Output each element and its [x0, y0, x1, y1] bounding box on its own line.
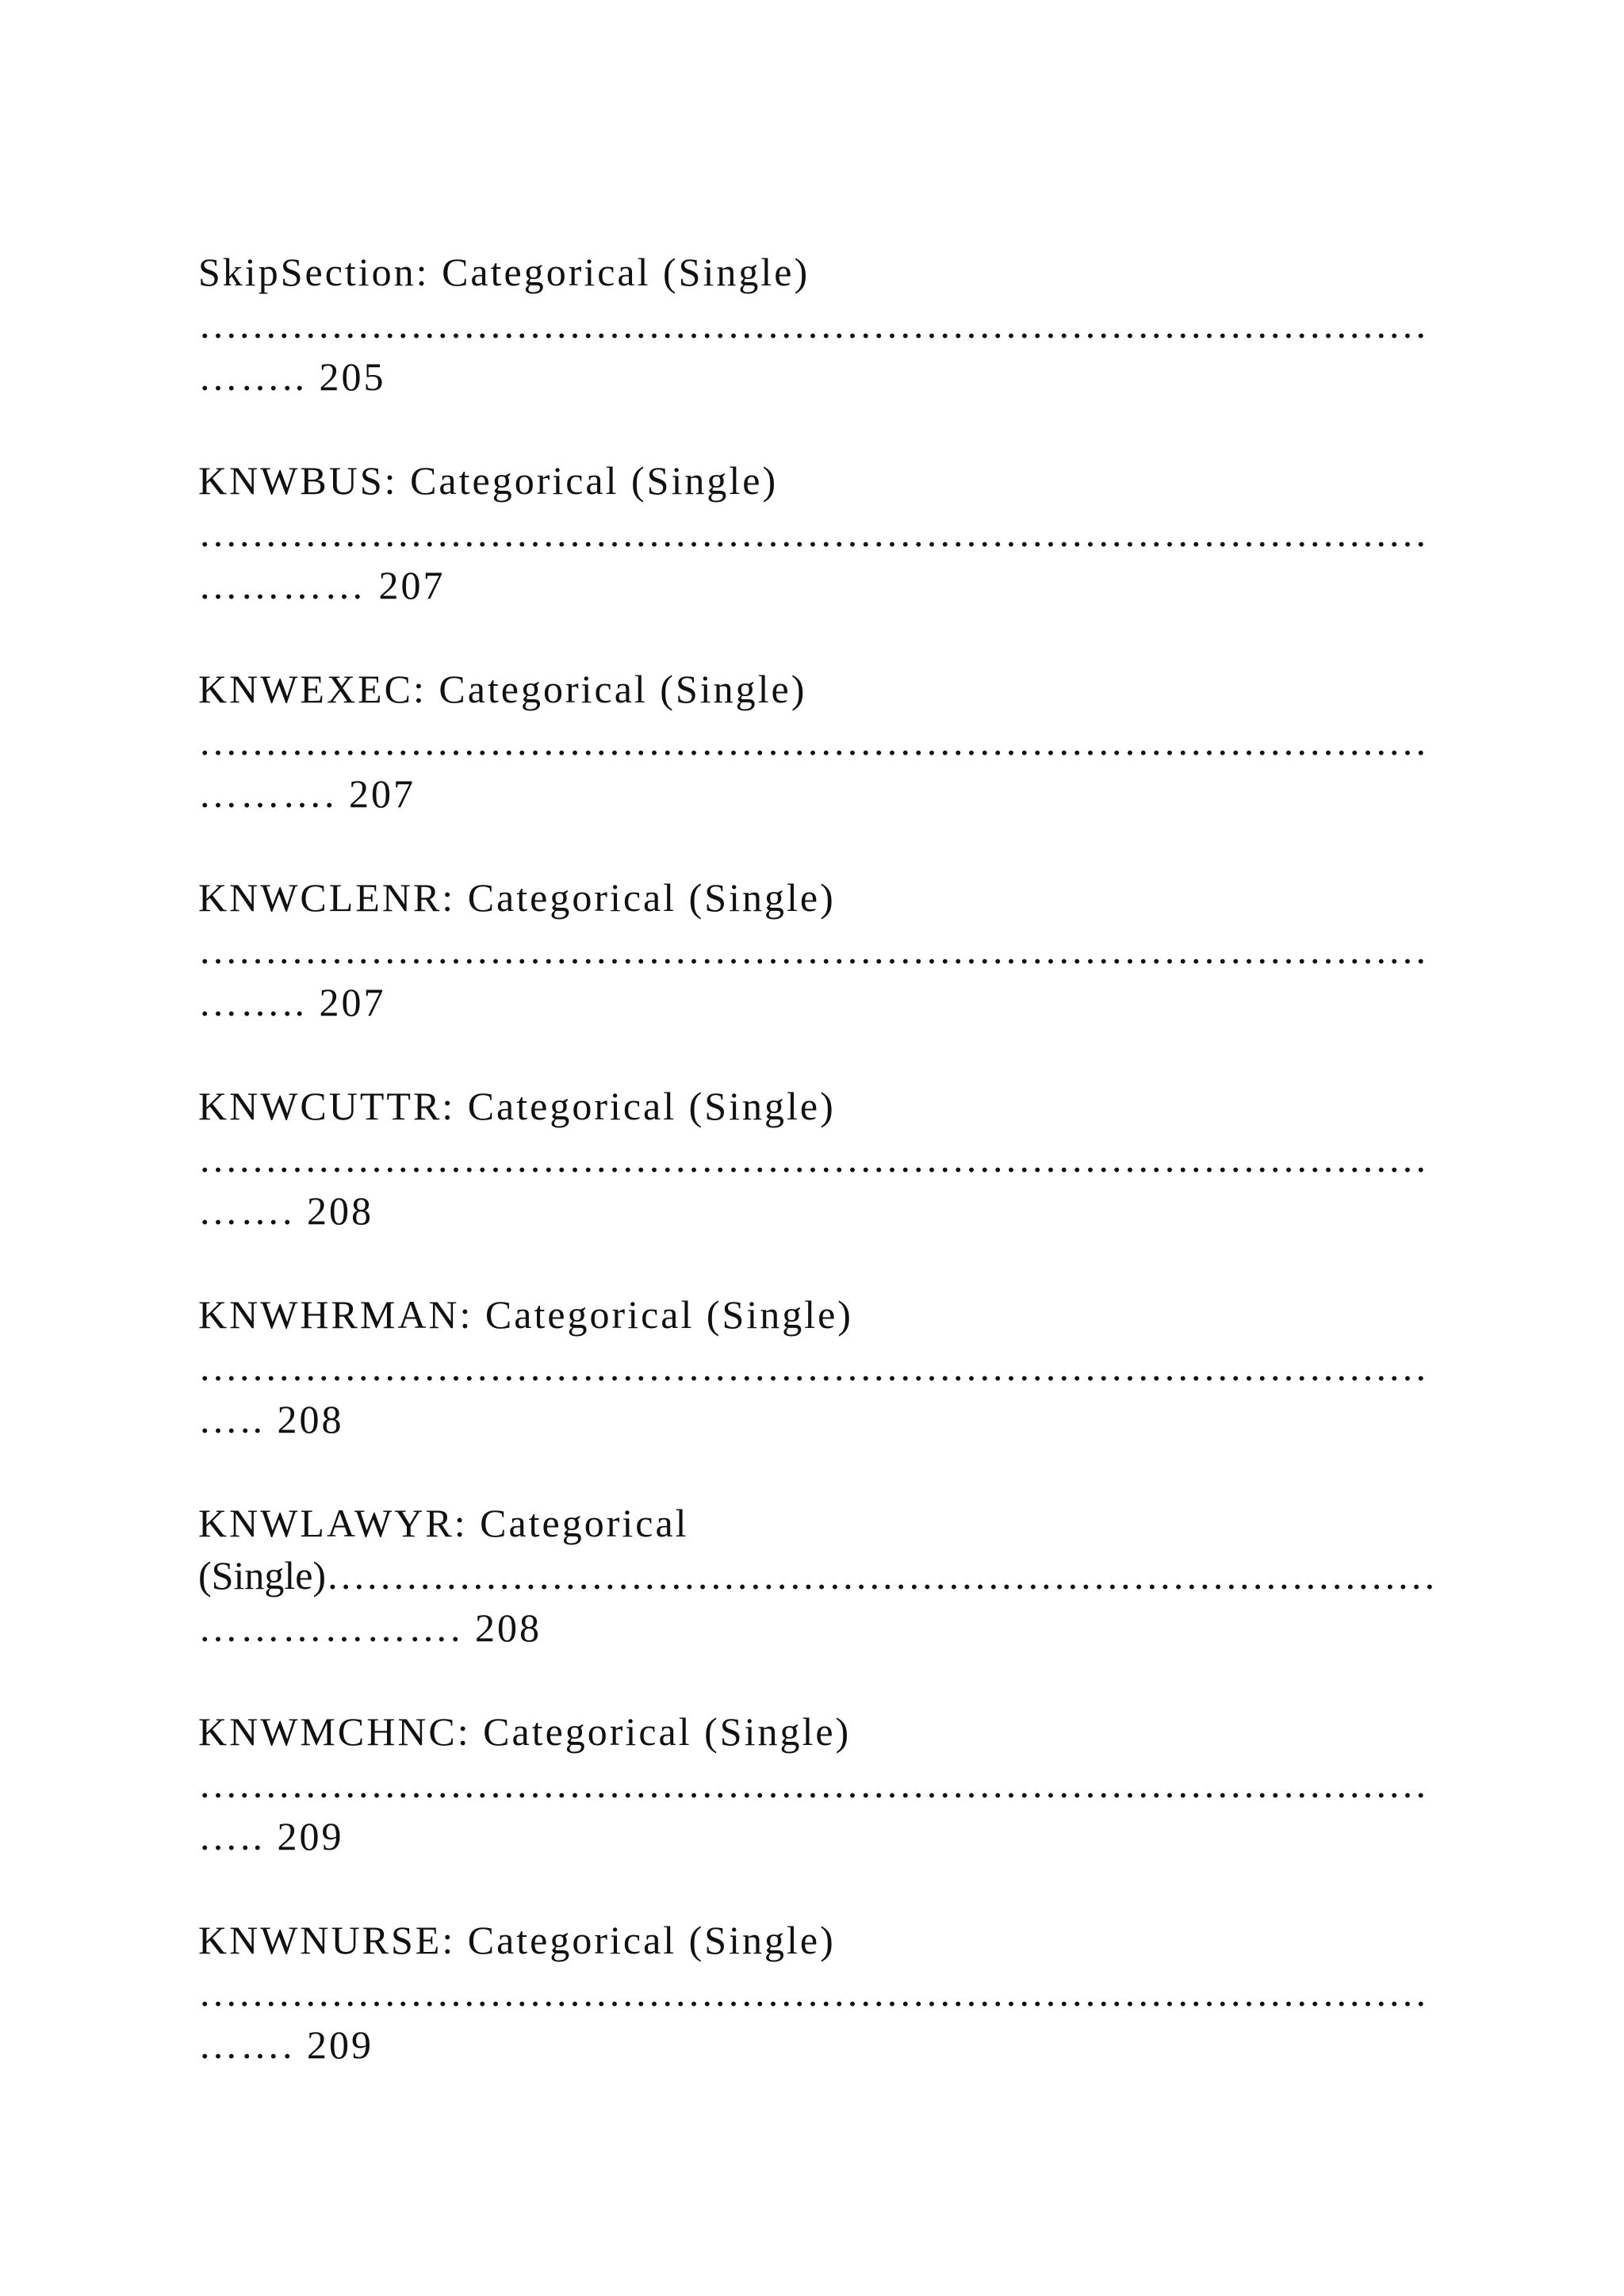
- toc-entry-page: ………… 207: [198, 563, 446, 607]
- toc-entry-knwmchnc: [198, 1705, 1435, 1914]
- toc-entry-knwcuttr: [198, 1080, 1435, 1288]
- toc-entry-knwlawyr: [198, 1497, 1435, 1705]
- toc-entry-leader: …………………………………………………………………………………: [198, 302, 1427, 346]
- toc-entry-page: ….. 208: [198, 1397, 344, 1441]
- toc-entry-title: KNWCUTTR: Categorical (Single): [198, 1084, 836, 1128]
- toc-entry-title: KNWCLENR: Categorical (Single): [198, 875, 836, 920]
- toc-entry-page: ………. 207: [198, 771, 416, 816]
- toc-entry-leader: …………………………………………………………………………………: [198, 511, 1427, 555]
- toc-entry-knwbus: [198, 454, 1435, 663]
- toc-entry-page: …….. 207: [198, 980, 386, 1024]
- table-of-contents: [198, 246, 1435, 2122]
- toc-entry-knwclenr: [198, 871, 1435, 1080]
- toc-entry-leader: …………………………………………………………………………………: [198, 719, 1427, 763]
- toc-entry-title: KNWMCHNC: Categorical (Single): [198, 1709, 852, 1754]
- toc-entry-knwhrman: [198, 1288, 1435, 1497]
- toc-entry-skipsection: [198, 246, 1435, 454]
- toc-entry-leader: …………………………………………………………………………………: [198, 1970, 1427, 2015]
- toc-entry-title: KNWEXEC: Categorical (Single): [198, 667, 807, 711]
- toc-entry-page: …….. 205: [198, 354, 386, 399]
- toc-entry-title: SkipSection: Categorical (Single): [198, 250, 810, 294]
- toc-entry-leader: …………………………………………………………………………………: [198, 928, 1427, 972]
- toc-entry-title: KNWNURSE: Categorical (Single): [198, 1918, 836, 1962]
- toc-entry-knwnurse: [198, 1914, 1435, 2122]
- toc-entry-page: ……. 208: [198, 1188, 373, 1233]
- toc-entry-page: ……. 209: [198, 2022, 373, 2067]
- toc-entry-leader: (Single)…………………………………………………………………………: [198, 1553, 1437, 1598]
- toc-entry-title: KNWBUS: Categorical (Single): [198, 458, 779, 503]
- toc-entry-page: ………………. 208: [198, 1605, 542, 1650]
- toc-entry-title: KNWHRMAN: Categorical (Single): [198, 1292, 853, 1337]
- toc-entry-knwexec: [198, 663, 1435, 871]
- toc-entry-leader: …………………………………………………………………………………: [198, 1136, 1427, 1181]
- toc-entry-leader: …………………………………………………………………………………: [198, 1762, 1427, 1806]
- toc-entry-page: ….. 209: [198, 1814, 344, 1858]
- toc-entry-leader: …………………………………………………………………………………: [198, 1345, 1427, 1389]
- toc-entry-title: KNWLAWYR: Categorical: [198, 1501, 689, 1545]
